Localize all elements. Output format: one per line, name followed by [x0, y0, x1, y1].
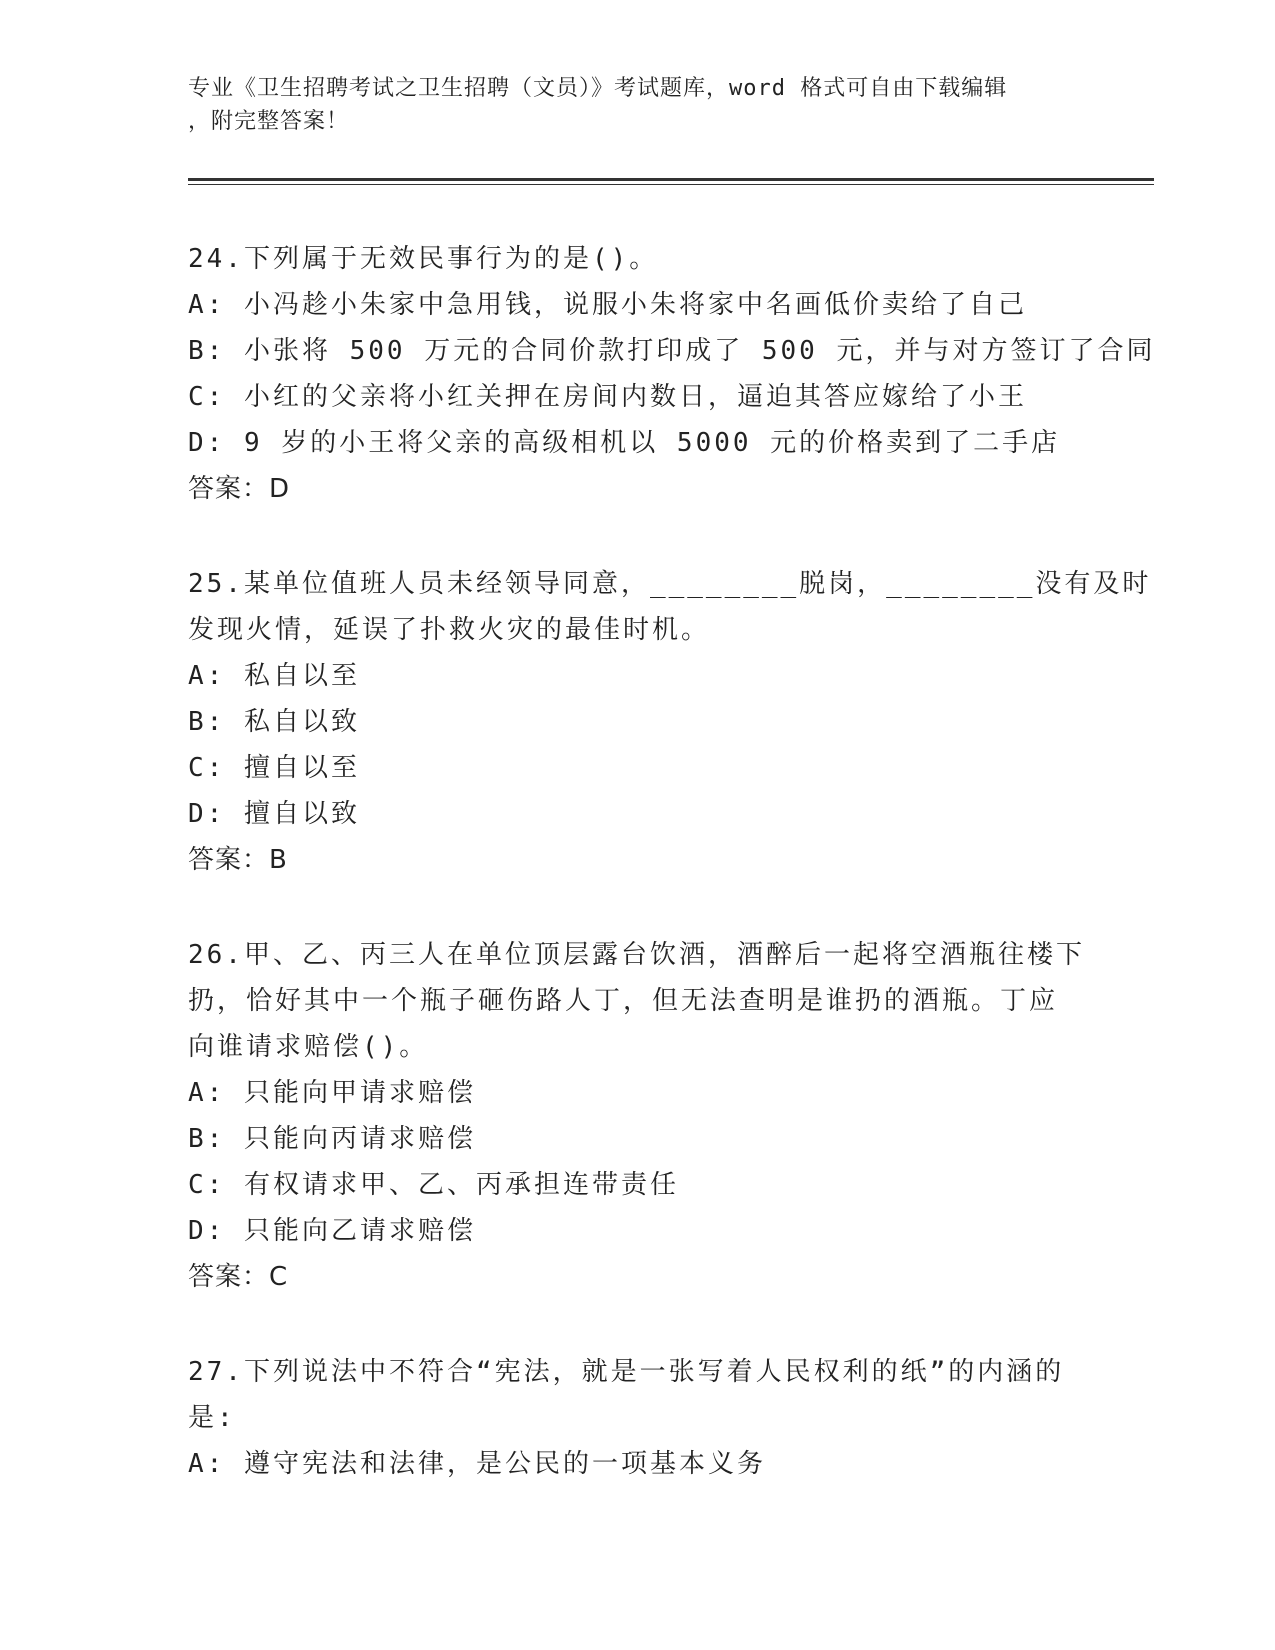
option-a: A: 私自以至 — [188, 661, 360, 691]
option-c: C: 小红的父亲将小红关押在房间内数日，逼迫其答应嫁给了小王 — [188, 382, 1027, 412]
question-list — [188, 236, 1156, 1536]
option-d: D: 擅自以致 — [188, 799, 360, 829]
option-a: A: 遵守宪法和法律，是公民的一项基本义务 — [188, 1449, 766, 1479]
question-24 — [188, 236, 1156, 512]
option-a: A: 只能向甲请求赔偿 — [188, 1078, 476, 1108]
option-c: C: 有权请求甲、乙、丙承担连带责任 — [188, 1170, 679, 1200]
option-b: B: 小张将 500 万元的合同价款打印成了 500 元，并与对方签订了合同 — [188, 336, 1156, 366]
question-27 — [188, 1349, 1088, 1487]
header-line-2: ，附完整答案！ — [188, 109, 350, 134]
question-stem: 向谁请求赔偿()。 — [188, 1032, 429, 1062]
header-divider-thin — [188, 184, 1154, 185]
option-d: D: 只能向乙请求赔偿 — [188, 1216, 476, 1246]
option-c: C: 擅自以至 — [188, 753, 360, 783]
option-b: B: 私自以致 — [188, 707, 360, 737]
question-stem: 26.甲、乙、丙三人在单位顶层露台饮酒，酒醉后一起将空酒瓶往楼下 — [188, 940, 1085, 970]
question-stem: 27.下列说法中不符合“宪法，就是一张写着人民权利的纸”的内涵的 — [188, 1357, 1065, 1387]
document-header — [188, 72, 1078, 138]
question-stem: 发现火情，延误了扑救火灾的最佳时机。 — [188, 615, 711, 645]
option-b: B: 只能向丙请求赔偿 — [188, 1124, 476, 1154]
question-stem: 25.某单位值班人员未经领导同意，________脱岗，________没有及时 — [188, 569, 1152, 599]
header-divider-thick — [188, 178, 1154, 181]
question-26 — [188, 932, 1088, 1300]
answer: 答案：D — [188, 474, 291, 504]
option-d: D: 9 岁的小王将父亲的高级相机以 5000 元的价格卖到了二手店 — [188, 428, 1061, 458]
answer: 答案：B — [188, 845, 288, 875]
question-25 — [188, 561, 1152, 883]
answer: 答案：C — [188, 1262, 289, 1292]
option-a: A: 小冯趁小朱家中急用钱，说服小朱将家中名画低价卖给了自己 — [188, 290, 1027, 320]
header-line-1: 专业《卫生招聘考试之卫生招聘（文员）》考试题库，word 格式可自由下载编辑 — [188, 76, 1008, 101]
question-stem: 是: — [188, 1403, 236, 1433]
question-stem: 扔，恰好其中一个瓶子砸伤路人丁，但无法查明是谁扔的酒瓶。丁应 — [188, 986, 1059, 1016]
question-stem: 24.下列属于无效民事行为的是()。 — [188, 244, 659, 274]
